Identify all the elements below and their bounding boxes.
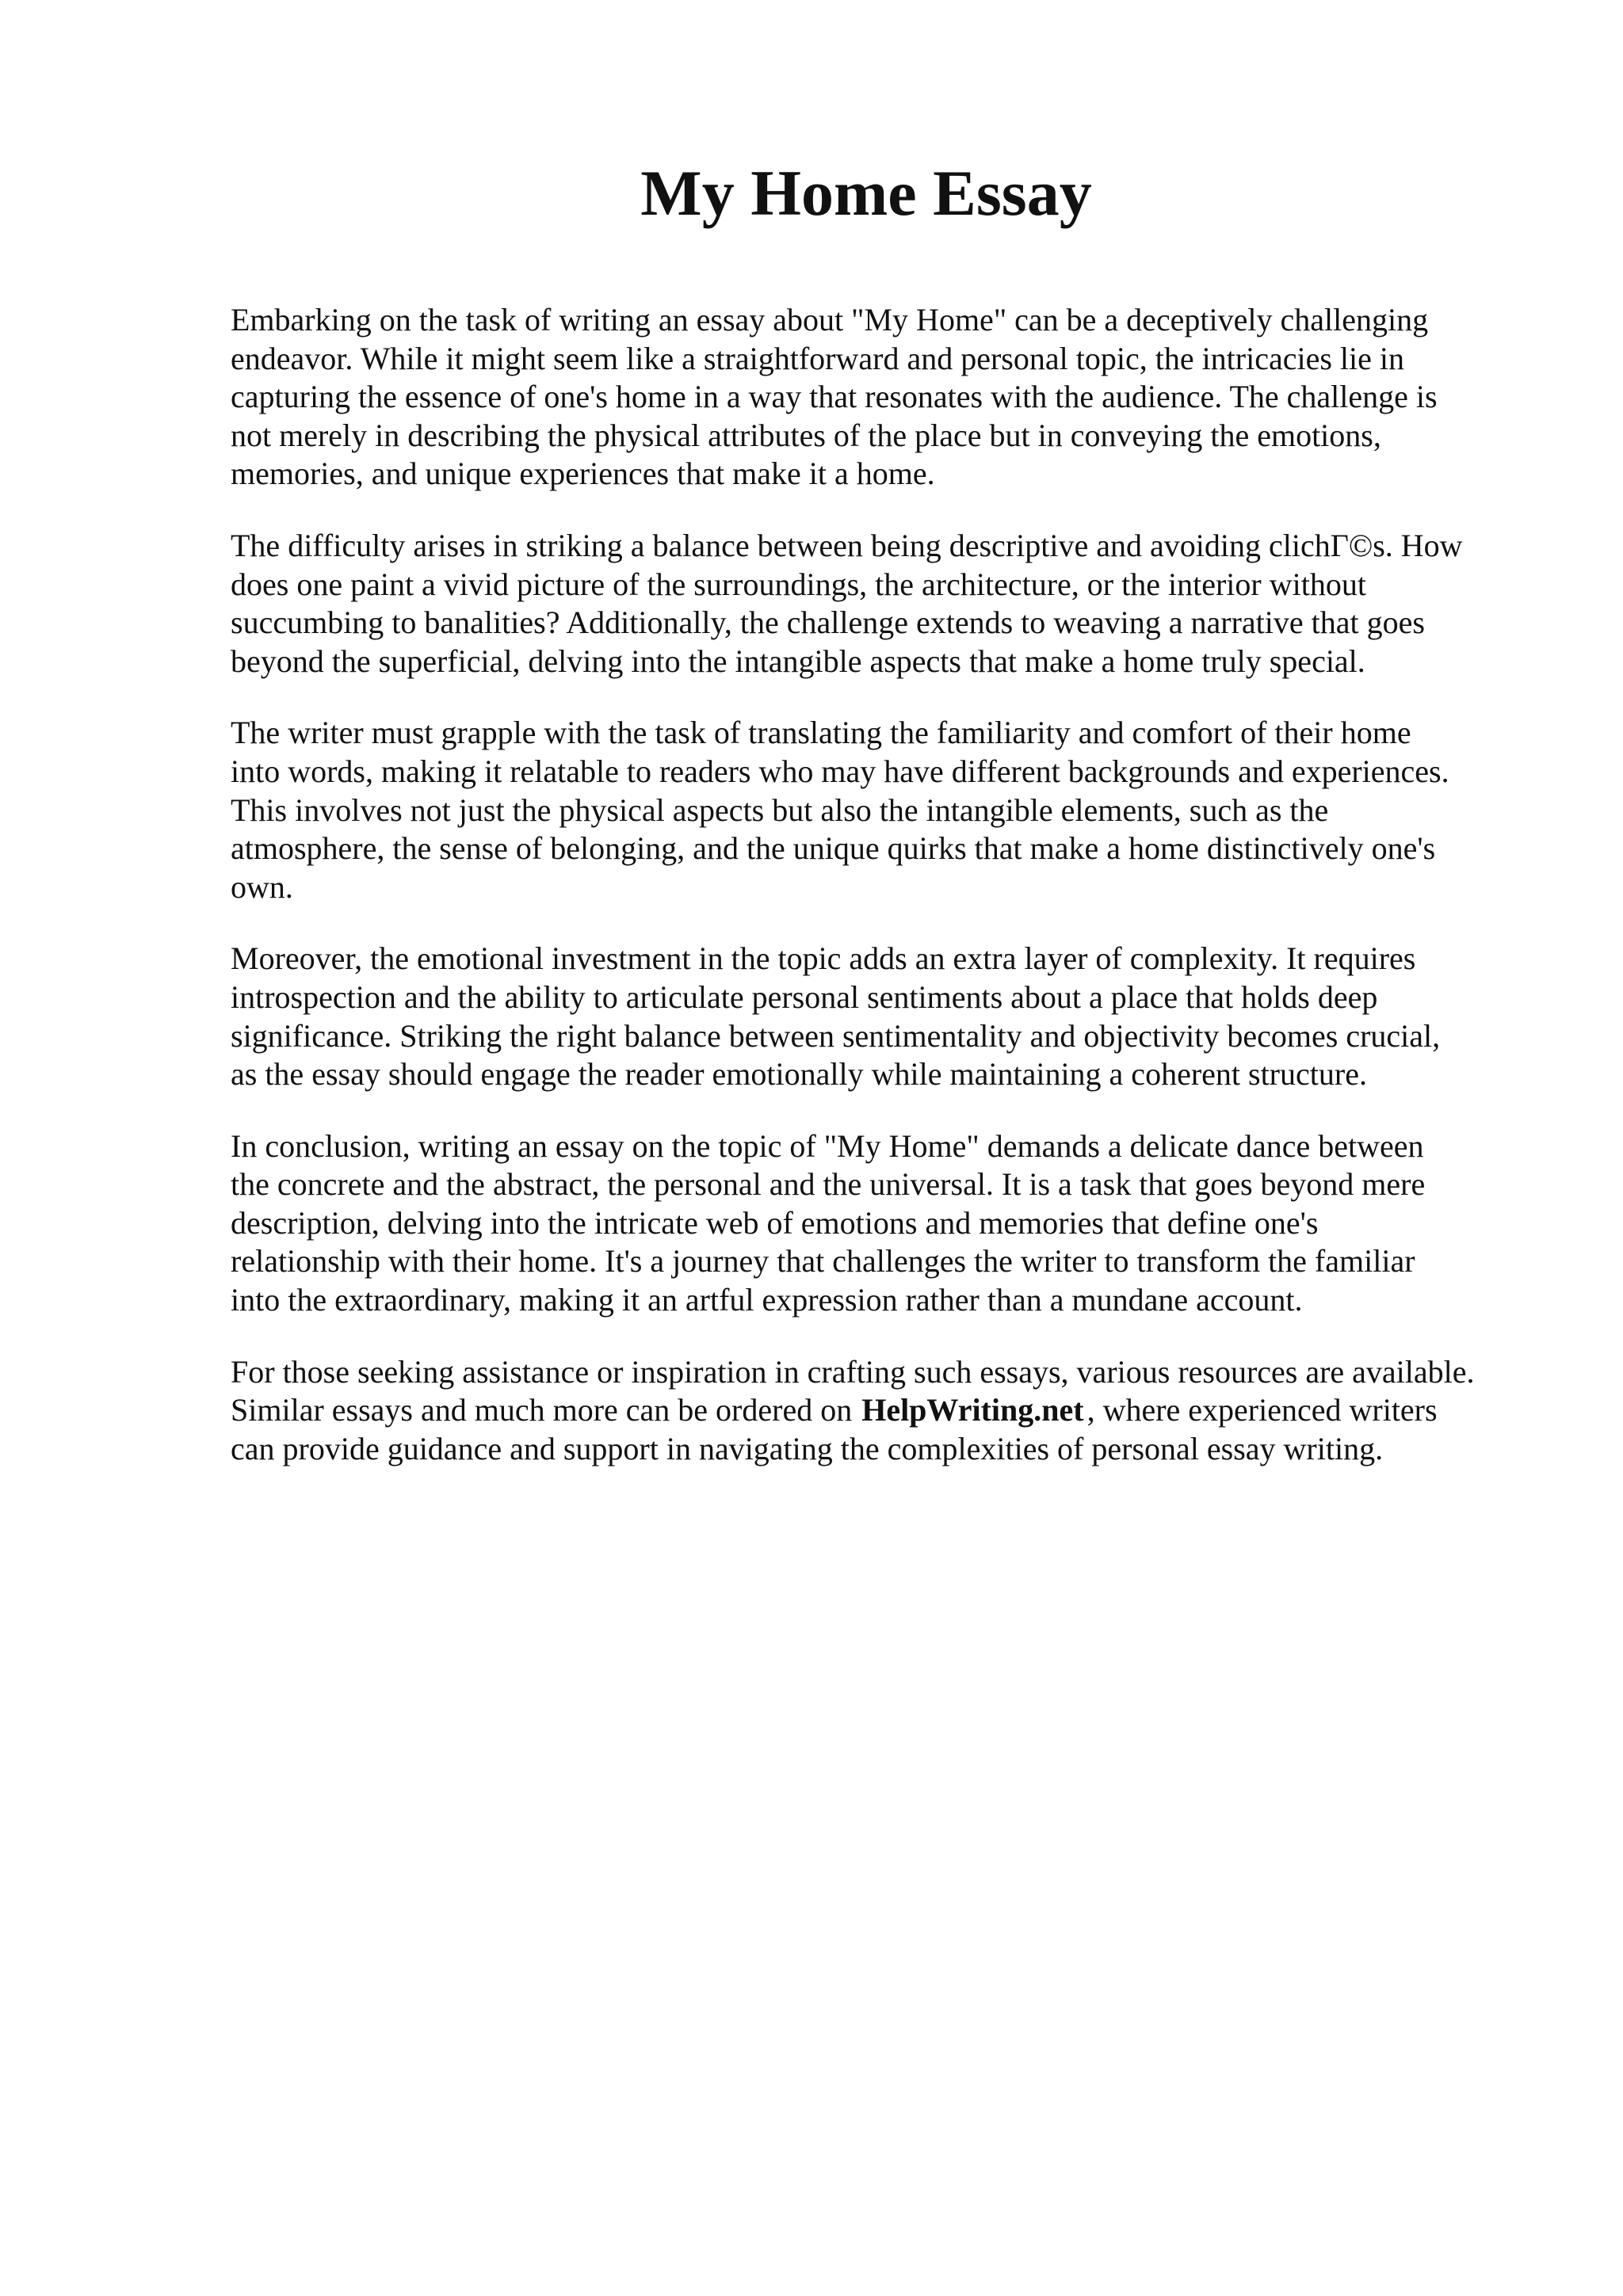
closing-text-after: , where experienced writers can provide guidance and support in navigating the complexities of personal essay writing. bbox=[231, 1392, 1438, 1466]
paragraph-4: Moreover, the emotional investment in the topic adds an extra layer of complexity. It requires introspection and the ability to articulate personal sentiments about a place that holds deep significance. Striking the right balance between sentimentality and objectivity becomes crucial, as the essay should engage the reader emotionally while maintaining a coherent structure. bbox=[231, 940, 1441, 1093]
paragraph-5: In conclusion, writing an essay on the topic of "My Home" demands a delicate dance between the concrete and the abstract, the personal and the universal. It is a task that goes beyond mere description, delving into the intricate web of emotions and memories that define one's relationship with their home. It's a journey that challenges the writer to transform the familiar into the extraordinary, making it an artful expression rather than a mundane account. bbox=[231, 1127, 1426, 1318]
paragraph-2: The difficulty arises in striking a balance between being descriptive and avoiding clichΓ©s. How does one paint a vivid picture of the surroundings, the architecture, or the interior without succumbing to banalities? Additionally, the challenge extends to weaving a narrative that goes beyond the superficial, delving into the intangible aspects that make a home truly special. bbox=[231, 527, 1463, 679]
page-title: My Home Essay bbox=[640, 157, 1092, 229]
essay-body bbox=[231, 301, 1546, 1501]
paragraph-3: The writer must grapple with the task of translating the familiarity and comfort of their home into words, making it relatable to readers who may have different backgrounds and experiences. This involves not just the physical aspects but also the intangible elements, such as the atmosphere, the sense of belonging, and the unique quirks that make a home distinctively one's own. bbox=[231, 715, 1449, 905]
closing-paragraph bbox=[231, 1353, 1546, 1469]
paragraph-1: Embarking on the task of writing an essay about "My Home" can be a deceptively challenging endeavor. While it might seem like a straightforward and personal topic, the intricacies lie in capturing the essence of one's home in a way that resonates with the audience. The challenge is not merely in describing the physical attributes of the place but in conveying the emotions, memories, and unique experiences that make it a home. bbox=[231, 302, 1438, 492]
closing-text-before: For those seeking assistance or inspiration in crafting such essays, various resources are available. Similar essays and much more can be ordered on bbox=[231, 1353, 1475, 1428]
helpwriting-link[interactable]: HelpWriting.net bbox=[861, 1392, 1084, 1428]
